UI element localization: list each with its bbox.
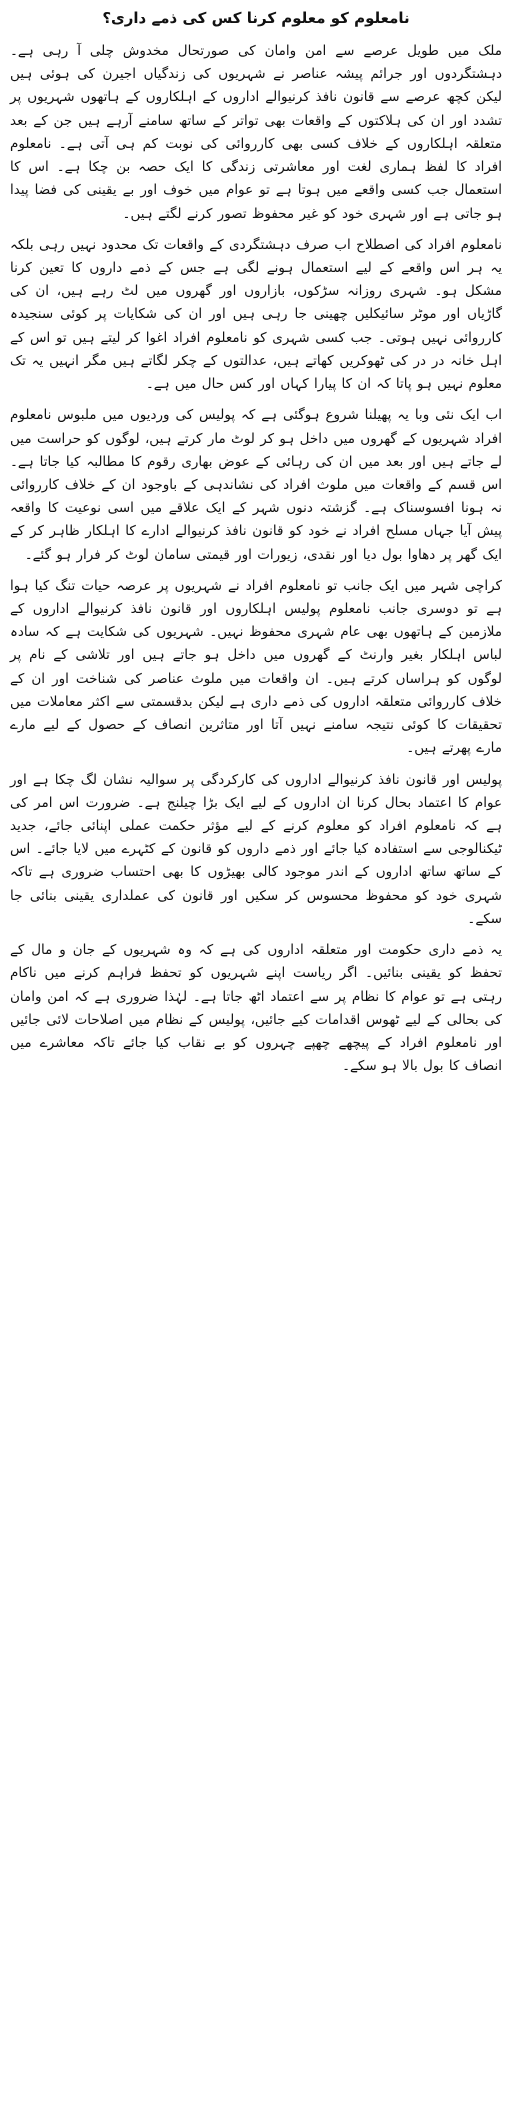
article-paragraph-4: کراچی شہر میں ایک جانب تو نامعلوم افراد نے شہریوں پر عرصہ حیات تنگ کیا ہوا ہے تو دوسری جانب نامعلوم پولیس اہلکاروں اور قانون نافذ کرنیوالے اداروں کے ملازمین کے ہاتھوں بھی عام شہری محفوظ نہیں۔ شہریوں کی شکایت ہے کہ سادہ لباس اہلکار بغیر وارنٹ کے گھروں میں داخل ہو جاتے ہیں اور تلاشی کے نام پر لوگوں کو ہراساں کرتے ہیں۔ ان واقعات میں ملوث عناصر کی شناخت اور ان کے خلاف کارروائی متعلقہ اداروں کی ذمے داری ہے لیکن بدقسمتی سے اکثر معاملات میں تحقیقات کا کوئی نتیجہ سامنے نہیں آتا اور متاثرین انصاف کے حصول کے لیے مارے مارے پھرتے ہیں۔ bbox=[10, 577, 502, 757]
article-title: نامعلوم کو معلوم کرنا کس کی ذمے داری؟ bbox=[102, 9, 410, 27]
article-paragraph-1: ملک میں طویل عرصے سے امن وامان کی صورتحال مخدوش چلی آ رہی ہے۔ دہشتگردوں اور جرائم پیشہ عناصر نے شہریوں کی زندگیاں اجیرن کی ہوئی ہیں لیکن کچھ عرصے سے قانون نافذ کرنیوالے اداروں کے اہلکاروں کے ہاتھوں شہریوں پر تشدد اور ان کی ہلاکتوں کے واقعات بھی تواتر کے ساتھ سامنے آرہے ہیں جن کے بعد متعلقہ اہلکاروں کے خلاف کسی بھی کارروائی کی نوبت کم ہی آتی ہے۔ نامعلوم افراد کا لفظ ہماری لغت اور معاشرتی زندگی کا ایک حصہ بن چکا ہے۔ اس کا استعمال جب کسی واقعے میں ہوتا ہے تو عوام میں خوف اور بے یقینی کی فضا پیدا ہو جاتی ہے اور شہری خود کو غیر محفوظ تصور کرنے لگتے ہیں۔ bbox=[10, 43, 502, 222]
article-paragraph-2: نامعلوم افراد کی اصطلاح اب صرف دہشتگردی کے واقعات تک محدود نہیں رہی بلکہ یہ ہر اس واقعے کے لیے استعمال ہونے لگی ہے جس کے ذمے داروں کا تعین کرنا مشکل ہو۔ شہری روزانہ سڑکوں، بازاروں اور گھروں میں لٹ رہے ہیں، ان کی گاڑیاں اور موٹر سائیکلیں چھینی جا رہی ہیں اور ان کی شکایات پر کوئی سنجیدہ کارروائی نہیں ہوتی۔ جب کسی شہری کو نامعلوم افراد اغوا کر لیتے ہیں تو اس کے اہل خانہ در در کی ٹھوکریں کھاتے ہیں، عدالتوں کے چکر لگاتے ہیں مگر انہیں یہ تک معلوم نہیں ہو پاتا کہ ان کا پیارا کہاں اور کس حال میں ہے۔ bbox=[10, 236, 502, 393]
article-paragraph-6: یہ ذمے داری حکومت اور متعلقہ اداروں کی ہے کہ وہ شہریوں کے جان و مال کے تحفظ کو یقینی بنائیں۔ اگر ریاست اپنے شہریوں کو تحفظ فراہم کرنے میں ناکام رہتی ہے تو عوام کا نظام پر سے اعتماد اٹھ جاتا ہے۔ لہٰذا ضروری ہے کہ امن وامان کی بحالی کے لیے ٹھوس اقدامات کیے جائیں، پولیس کے نظام میں اصلاحات لائی جائیں اور نامعلوم افراد کے پیچھے چھپے چہروں کو بے نقاب کیا جائے تاکہ معاشرے میں انصاف کا بول بالا ہو سکے۔ bbox=[10, 942, 502, 1075]
article-paragraph-3: اب ایک نئی وبا یہ پھیلنا شروع ہوگئی ہے کہ پولیس کی وردیوں میں ملبوس نامعلوم افراد شہریوں کے گھروں میں داخل ہو کر لوٹ مار کرتے ہیں، لوگوں کو حراست میں لے جاتے ہیں اور بعد میں ان کی رہائی کے عوض بھاری رقوم کا مطالبہ کیا جاتا ہے۔ اس قسم کے واقعات میں ملوث افراد کی نشاندہی کے باوجود ان کے خلاف کارروائی نہ ہونا افسوسناک ہے۔ گزشتہ دنوں شہر کے ایک علاقے میں اسی نوعیت کا واقعہ پیش آیا جہاں مسلح افراد نے خود کو قانون نافذ کرنیوالے ادارے کا اہلکار ظاہر کر کے ایک گھر پر دھاوا بول دیا اور نقدی، زیورات اور قیمتی سامان لوٹ کر فرار ہو گئے۔ bbox=[10, 407, 502, 563]
article-paragraph-5: پولیس اور قانون نافذ کرنیوالے اداروں کی کارکردگی پر سوالیہ نشان لگ چکا ہے اور عوام کا اعتماد بحال کرنا ان اداروں کے لیے ایک بڑا چیلنج ہے۔ ضرورت اس امر کی ہے کہ نامعلوم افراد کو معلوم کرنے کے لیے مؤثر حکمت عملی اپنائی جائے، جدید ٹیکنالوجی سے استفادہ کیا جائے اور ذمے داروں کو قانون کے کٹہرے میں لایا جائے۔ اس کے ساتھ ساتھ اداروں کے اندر موجود کالی بھیڑوں کا بھی احتساب ضروری ہے تاکہ شہری خود کو محفوظ محسوس کر سکیں اور قانون کی عملداری یقینی بنائی جا سکے۔ bbox=[10, 771, 502, 927]
